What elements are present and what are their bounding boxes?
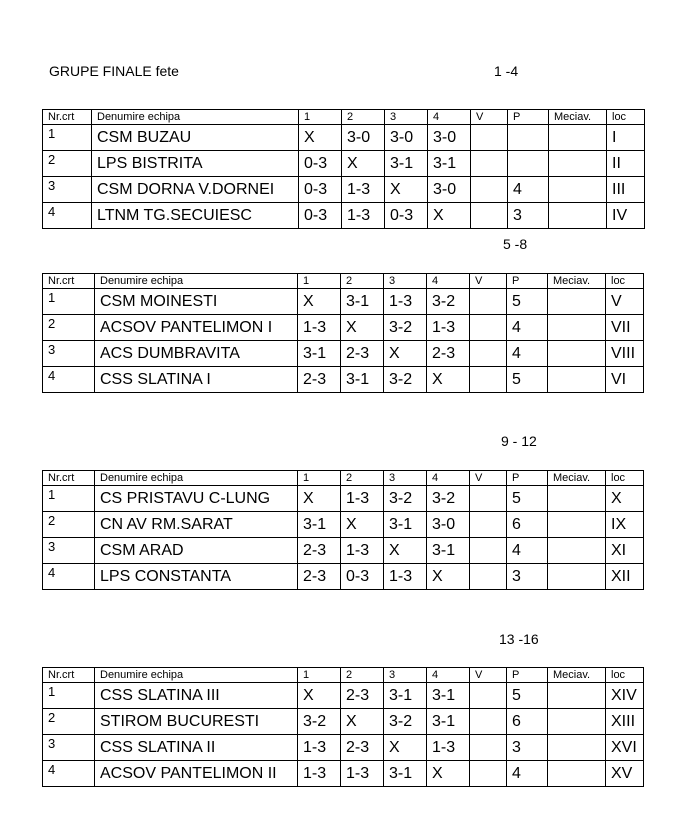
row-number: 4	[43, 564, 95, 590]
team-name: STIROM BUCURESTI	[95, 709, 298, 735]
row-number: 4	[43, 367, 95, 393]
row-number: 2	[43, 512, 95, 538]
place-cell: XII	[606, 564, 644, 590]
result-vs-1: X	[298, 486, 341, 512]
team-name: LTNM TG.SECUIESC	[92, 203, 299, 229]
team-header: Denumire echipa	[95, 274, 298, 289]
meciav-cell	[548, 735, 606, 761]
loc-header: loc	[606, 668, 644, 683]
victories-cell	[471, 151, 508, 177]
result-vs-1: 0-3	[299, 203, 342, 229]
col-4-header: 4	[427, 471, 470, 486]
result-vs-3: 3-2	[384, 486, 427, 512]
table-header-row	[43, 668, 644, 683]
result-vs-2: 2-3	[341, 735, 384, 761]
meciav-cell	[548, 289, 606, 315]
place-cell: IV	[607, 203, 645, 229]
result-vs-2: 0-3	[341, 564, 384, 590]
col-3-header: 3	[384, 471, 427, 486]
result-vs-4: 3-1	[428, 151, 471, 177]
result-vs-2: X	[341, 709, 384, 735]
meciav-cell	[548, 341, 606, 367]
victories-cell	[470, 315, 507, 341]
table-row	[43, 341, 644, 367]
loc-header: loc	[606, 274, 644, 289]
points-cell: 3	[508, 203, 549, 229]
team-header: Denumire echipa	[95, 471, 298, 486]
table-row	[43, 512, 644, 538]
meciav-cell	[549, 203, 607, 229]
result-vs-1: X	[298, 683, 341, 709]
meciav-header: Meciav.	[548, 668, 606, 683]
group-label-13-16: 13 -16	[499, 631, 539, 647]
table-row	[43, 151, 645, 177]
result-vs-1: 2-3	[298, 367, 341, 393]
meciav-cell	[548, 564, 606, 590]
result-vs-4: 3-0	[427, 512, 470, 538]
result-vs-3: X	[384, 538, 427, 564]
col-4-header: 4	[427, 668, 470, 683]
result-vs-2: 3-0	[342, 125, 385, 151]
victories-cell	[471, 125, 508, 151]
team-name: ACSOV PANTELIMON I	[95, 315, 298, 341]
place-cell: VIII	[606, 341, 644, 367]
table-row	[43, 367, 644, 393]
result-vs-1: 2-3	[298, 538, 341, 564]
row-number: 1	[43, 683, 95, 709]
col-2-header: 2	[341, 274, 384, 289]
v-header: V	[470, 668, 507, 683]
place-cell: VI	[606, 367, 644, 393]
result-vs-2: 1-3	[341, 538, 384, 564]
victories-cell	[470, 735, 507, 761]
result-vs-1: 1-3	[298, 761, 341, 787]
loc-header: loc	[606, 471, 644, 486]
v-header: V	[471, 110, 508, 125]
victories-cell	[470, 367, 507, 393]
points-cell: 5	[507, 289, 548, 315]
team-name: CSM BUZAU	[92, 125, 299, 151]
nr-header: Nr.crt	[43, 668, 95, 683]
team-name: CSM DORNA V.DORNEI	[92, 177, 299, 203]
points-cell	[508, 125, 549, 151]
col-3-header: 3	[384, 668, 427, 683]
place-cell: VII	[606, 315, 644, 341]
result-vs-4: 3-1	[427, 683, 470, 709]
team-name: ACS DUMBRAVITA	[95, 341, 298, 367]
group-table-9-12	[42, 470, 644, 590]
meciav-cell	[548, 683, 606, 709]
team-name: CS PRISTAVU C-LUNG	[95, 486, 298, 512]
result-vs-1: 1-3	[298, 315, 341, 341]
meciav-cell	[549, 177, 607, 203]
p-header: P	[508, 110, 549, 125]
points-cell: 5	[507, 367, 548, 393]
result-vs-4: 3-2	[427, 486, 470, 512]
team-name: CSS SLATINA I	[95, 367, 298, 393]
col-1-header: 1	[298, 274, 341, 289]
victories-cell	[470, 538, 507, 564]
team-name: LPS BISTRITA	[92, 151, 299, 177]
place-cell: XIV	[606, 683, 644, 709]
result-vs-3: 3-1	[385, 151, 428, 177]
row-number: 3	[43, 735, 95, 761]
points-cell: 6	[507, 709, 548, 735]
result-vs-4: 3-2	[427, 289, 470, 315]
team-header: Denumire echipa	[95, 668, 298, 683]
table-row	[43, 125, 645, 151]
table-row	[43, 486, 644, 512]
place-cell: XVI	[606, 735, 644, 761]
v-header: V	[470, 471, 507, 486]
group-label-9-12: 9 - 12	[501, 433, 537, 449]
result-vs-2: 2-3	[341, 341, 384, 367]
table-row	[43, 315, 644, 341]
result-vs-3: 0-3	[385, 203, 428, 229]
row-number: 3	[43, 538, 95, 564]
col-4-header: 4	[427, 274, 470, 289]
table-row	[43, 289, 644, 315]
row-number: 2	[43, 315, 95, 341]
result-vs-1: 0-3	[299, 177, 342, 203]
table-header-row	[43, 471, 644, 486]
result-vs-2: 1-3	[341, 761, 384, 787]
col-3-header: 3	[385, 110, 428, 125]
result-vs-1: X	[299, 125, 342, 151]
place-cell: III	[607, 177, 645, 203]
result-vs-2: X	[341, 512, 384, 538]
col-4-header: 4	[428, 110, 471, 125]
col-1-header: 1	[298, 668, 341, 683]
result-vs-4: X	[428, 203, 471, 229]
points-cell: 4	[508, 177, 549, 203]
victories-cell	[470, 761, 507, 787]
row-number: 3	[43, 177, 92, 203]
meciav-header: Meciav.	[548, 274, 606, 289]
result-vs-3: X	[385, 177, 428, 203]
result-vs-4: 1-3	[427, 735, 470, 761]
victories-cell	[471, 203, 508, 229]
result-vs-4: 2-3	[427, 341, 470, 367]
place-cell: IX	[606, 512, 644, 538]
table-header-row	[43, 274, 644, 289]
row-number: 2	[43, 151, 92, 177]
result-vs-3: 1-3	[384, 289, 427, 315]
col-2-header: 2	[341, 471, 384, 486]
result-vs-3: 3-0	[385, 125, 428, 151]
table-row	[43, 683, 644, 709]
victories-cell	[470, 709, 507, 735]
result-vs-1: 1-3	[298, 735, 341, 761]
table-row	[43, 761, 644, 787]
team-name: CSS SLATINA II	[95, 735, 298, 761]
result-vs-1: 0-3	[299, 151, 342, 177]
points-cell: 4	[507, 761, 548, 787]
victories-cell	[470, 683, 507, 709]
row-number: 1	[43, 125, 92, 151]
meciav-cell	[548, 761, 606, 787]
points-cell	[508, 151, 549, 177]
points-cell: 3	[507, 564, 548, 590]
meciav-header: Meciav.	[548, 471, 606, 486]
col-1-header: 1	[299, 110, 342, 125]
result-vs-3: 3-1	[384, 761, 427, 787]
points-cell: 3	[507, 735, 548, 761]
points-cell: 4	[507, 341, 548, 367]
team-name: LPS CONSTANTA	[95, 564, 298, 590]
result-vs-4: 1-3	[427, 315, 470, 341]
result-vs-4: 3-0	[428, 125, 471, 151]
team-name: ACSOV PANTELIMON II	[95, 761, 298, 787]
table-row	[43, 709, 644, 735]
result-vs-3: 1-3	[384, 564, 427, 590]
result-vs-1: 3-1	[298, 512, 341, 538]
meciav-cell	[549, 125, 607, 151]
row-number: 4	[43, 203, 92, 229]
table-row	[43, 735, 644, 761]
place-cell: XV	[606, 761, 644, 787]
points-cell: 6	[507, 512, 548, 538]
nr-header: Nr.crt	[43, 274, 95, 289]
result-vs-1: 3-2	[298, 709, 341, 735]
result-vs-4: 3-1	[427, 709, 470, 735]
result-vs-1: 2-3	[298, 564, 341, 590]
p-header: P	[507, 668, 548, 683]
group-table-5-8	[42, 273, 644, 393]
page-title: GRUPE FINALE fete	[49, 63, 179, 79]
table-header-row	[43, 110, 645, 125]
team-name: CN AV RM.SARAT	[95, 512, 298, 538]
meciav-cell	[548, 512, 606, 538]
meciav-cell	[548, 709, 606, 735]
place-cell: II	[607, 151, 645, 177]
p-header: P	[507, 471, 548, 486]
victories-cell	[470, 564, 507, 590]
meciav-cell	[548, 486, 606, 512]
result-vs-4: X	[427, 367, 470, 393]
result-vs-4: 3-0	[428, 177, 471, 203]
victories-cell	[470, 512, 507, 538]
loc-header: loc	[607, 110, 645, 125]
team-name: CSS SLATINA III	[95, 683, 298, 709]
row-number: 4	[43, 761, 95, 787]
place-cell: X	[606, 486, 644, 512]
group-table-1-4	[42, 109, 645, 229]
p-header: P	[507, 274, 548, 289]
result-vs-3: 3-1	[384, 512, 427, 538]
result-vs-2: 1-3	[342, 203, 385, 229]
col-1-header: 1	[298, 471, 341, 486]
table-row	[43, 538, 644, 564]
team-header: Denumire echipa	[92, 110, 299, 125]
nr-header: Nr.crt	[43, 110, 92, 125]
place-cell: XI	[606, 538, 644, 564]
points-cell: 5	[507, 486, 548, 512]
result-vs-2: 3-1	[341, 367, 384, 393]
result-vs-2: 1-3	[342, 177, 385, 203]
team-name: CSM MOINESTI	[95, 289, 298, 315]
table-row	[43, 177, 645, 203]
result-vs-2: X	[341, 315, 384, 341]
result-vs-2: 3-1	[341, 289, 384, 315]
table-row	[43, 564, 644, 590]
result-vs-1: X	[298, 289, 341, 315]
team-name: CSM ARAD	[95, 538, 298, 564]
result-vs-4: X	[427, 761, 470, 787]
group-label-5-8: 5 -8	[503, 236, 528, 252]
row-number: 1	[43, 289, 95, 315]
points-cell: 5	[507, 683, 548, 709]
points-cell: 4	[507, 538, 548, 564]
place-cell: XIII	[606, 709, 644, 735]
place-cell: V	[606, 289, 644, 315]
result-vs-3: 3-2	[384, 367, 427, 393]
row-number: 1	[43, 486, 95, 512]
meciav-cell	[548, 315, 606, 341]
victories-cell	[471, 177, 508, 203]
result-vs-4: 3-1	[427, 538, 470, 564]
result-vs-1: 3-1	[298, 341, 341, 367]
table-row	[43, 203, 645, 229]
result-vs-3: 3-1	[384, 683, 427, 709]
result-vs-4: X	[427, 564, 470, 590]
result-vs-3: 3-2	[384, 315, 427, 341]
nr-header: Nr.crt	[43, 471, 95, 486]
points-cell: 4	[507, 315, 548, 341]
result-vs-2: 1-3	[341, 486, 384, 512]
col-3-header: 3	[384, 274, 427, 289]
col-2-header: 2	[341, 668, 384, 683]
result-vs-3: 3-2	[384, 709, 427, 735]
victories-cell	[470, 341, 507, 367]
result-vs-3: X	[384, 341, 427, 367]
place-cell: I	[607, 125, 645, 151]
meciav-cell	[548, 367, 606, 393]
result-vs-2: 2-3	[341, 683, 384, 709]
result-vs-3: X	[384, 735, 427, 761]
row-number: 2	[43, 709, 95, 735]
result-vs-2: X	[342, 151, 385, 177]
row-number: 3	[43, 341, 95, 367]
victories-cell	[470, 289, 507, 315]
meciav-cell	[549, 151, 607, 177]
victories-cell	[470, 486, 507, 512]
meciav-header: Meciav.	[549, 110, 607, 125]
meciav-cell	[548, 538, 606, 564]
col-2-header: 2	[342, 110, 385, 125]
group-table-13-16	[42, 667, 644, 787]
group-label-1-4: 1 -4	[494, 63, 519, 79]
v-header: V	[470, 274, 507, 289]
